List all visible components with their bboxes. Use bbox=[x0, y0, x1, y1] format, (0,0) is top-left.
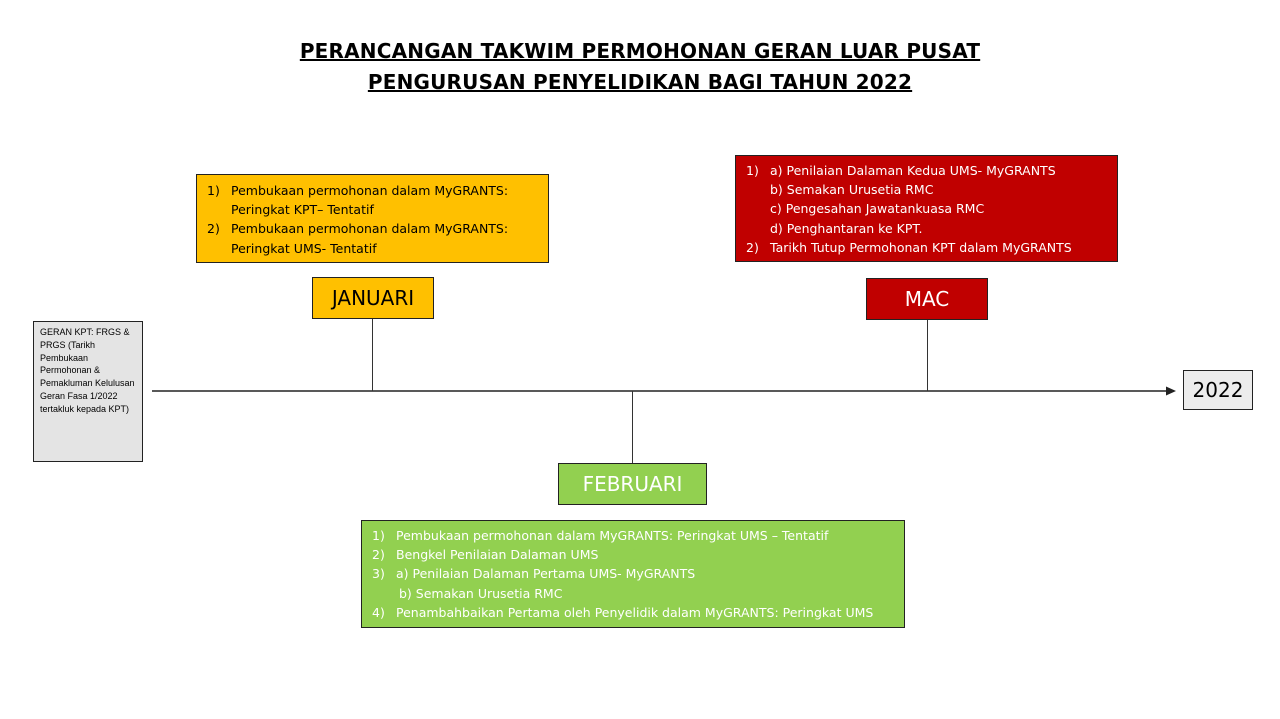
list-item-continuation: c) Pengesahan Jawatankuasa RMC bbox=[770, 201, 985, 217]
februari-month-box: FEBRUARI bbox=[558, 463, 707, 505]
list-item-continuation: Peringkat UMS- Tentatif bbox=[231, 240, 377, 256]
list-item: 3) a) Penilaian Dalaman Pertama UMS- MyGRANTS bbox=[372, 566, 696, 582]
list-item: 2) Pembukaan permohonan dalam MyGRANTS: bbox=[207, 221, 509, 237]
title-line-1: PERANCANGAN TAKWIM PERMOHONAN GERAN LUAR PUSAT bbox=[299, 39, 981, 63]
list-item: 1) Pembukaan permohonan dalam MyGRANTS: Peringkat UMS – Tentatif bbox=[372, 528, 829, 543]
year-box bbox=[1183, 370, 1253, 410]
list-item-continuation: d) Penghantaran ke KPT. bbox=[770, 220, 923, 236]
list-item-continuation: b) Semakan Urusetia RMC bbox=[770, 182, 934, 198]
list-item: 4) Penambahbaikan Pertama oleh Penyelidik dalam MyGRANTS: Peringkat UMS bbox=[372, 604, 874, 620]
year-label: 2022 bbox=[1192, 378, 1244, 402]
mac-info-box bbox=[735, 155, 1118, 262]
list-item: 1) Pembukaan permohonan dalam MyGRANTS: bbox=[207, 183, 509, 198]
januari-info-box bbox=[196, 174, 549, 263]
februari-info-box bbox=[361, 520, 905, 628]
side-note-text: GERAN KPT: FRGS & PRGS (Tarikh Pembukaan Permohonan & Pemakluman Kelulusan Geran Fasa 1/2022 tertakluk kepada KPT) bbox=[40, 327, 135, 414]
list-item-continuation: Peringkat KPT– Tentatif bbox=[231, 202, 374, 218]
januari-connector bbox=[372, 318, 373, 391]
list-item: 2) Bengkel Penilaian Dalaman UMS bbox=[372, 547, 599, 563]
list-item-continuation: b) Semakan Urusetia RMC bbox=[399, 585, 563, 601]
list-item: 1) a) Penilaian Dalaman Kedua UMS- MyGRANTS bbox=[746, 163, 1056, 178]
list-item: 2) Tarikh Tutup Permohonan KPT dalam MyGRANTS bbox=[746, 239, 1072, 255]
februari-connector bbox=[632, 391, 633, 463]
title-line-2: PENGURUSAN PENYELIDIKAN BAGI TAHUN 2022 bbox=[367, 70, 913, 94]
side-note-box bbox=[33, 321, 143, 462]
mac-month-box: MAC bbox=[866, 278, 988, 320]
mac-connector bbox=[927, 320, 928, 391]
januari-month-box: JANUARI bbox=[312, 277, 434, 319]
